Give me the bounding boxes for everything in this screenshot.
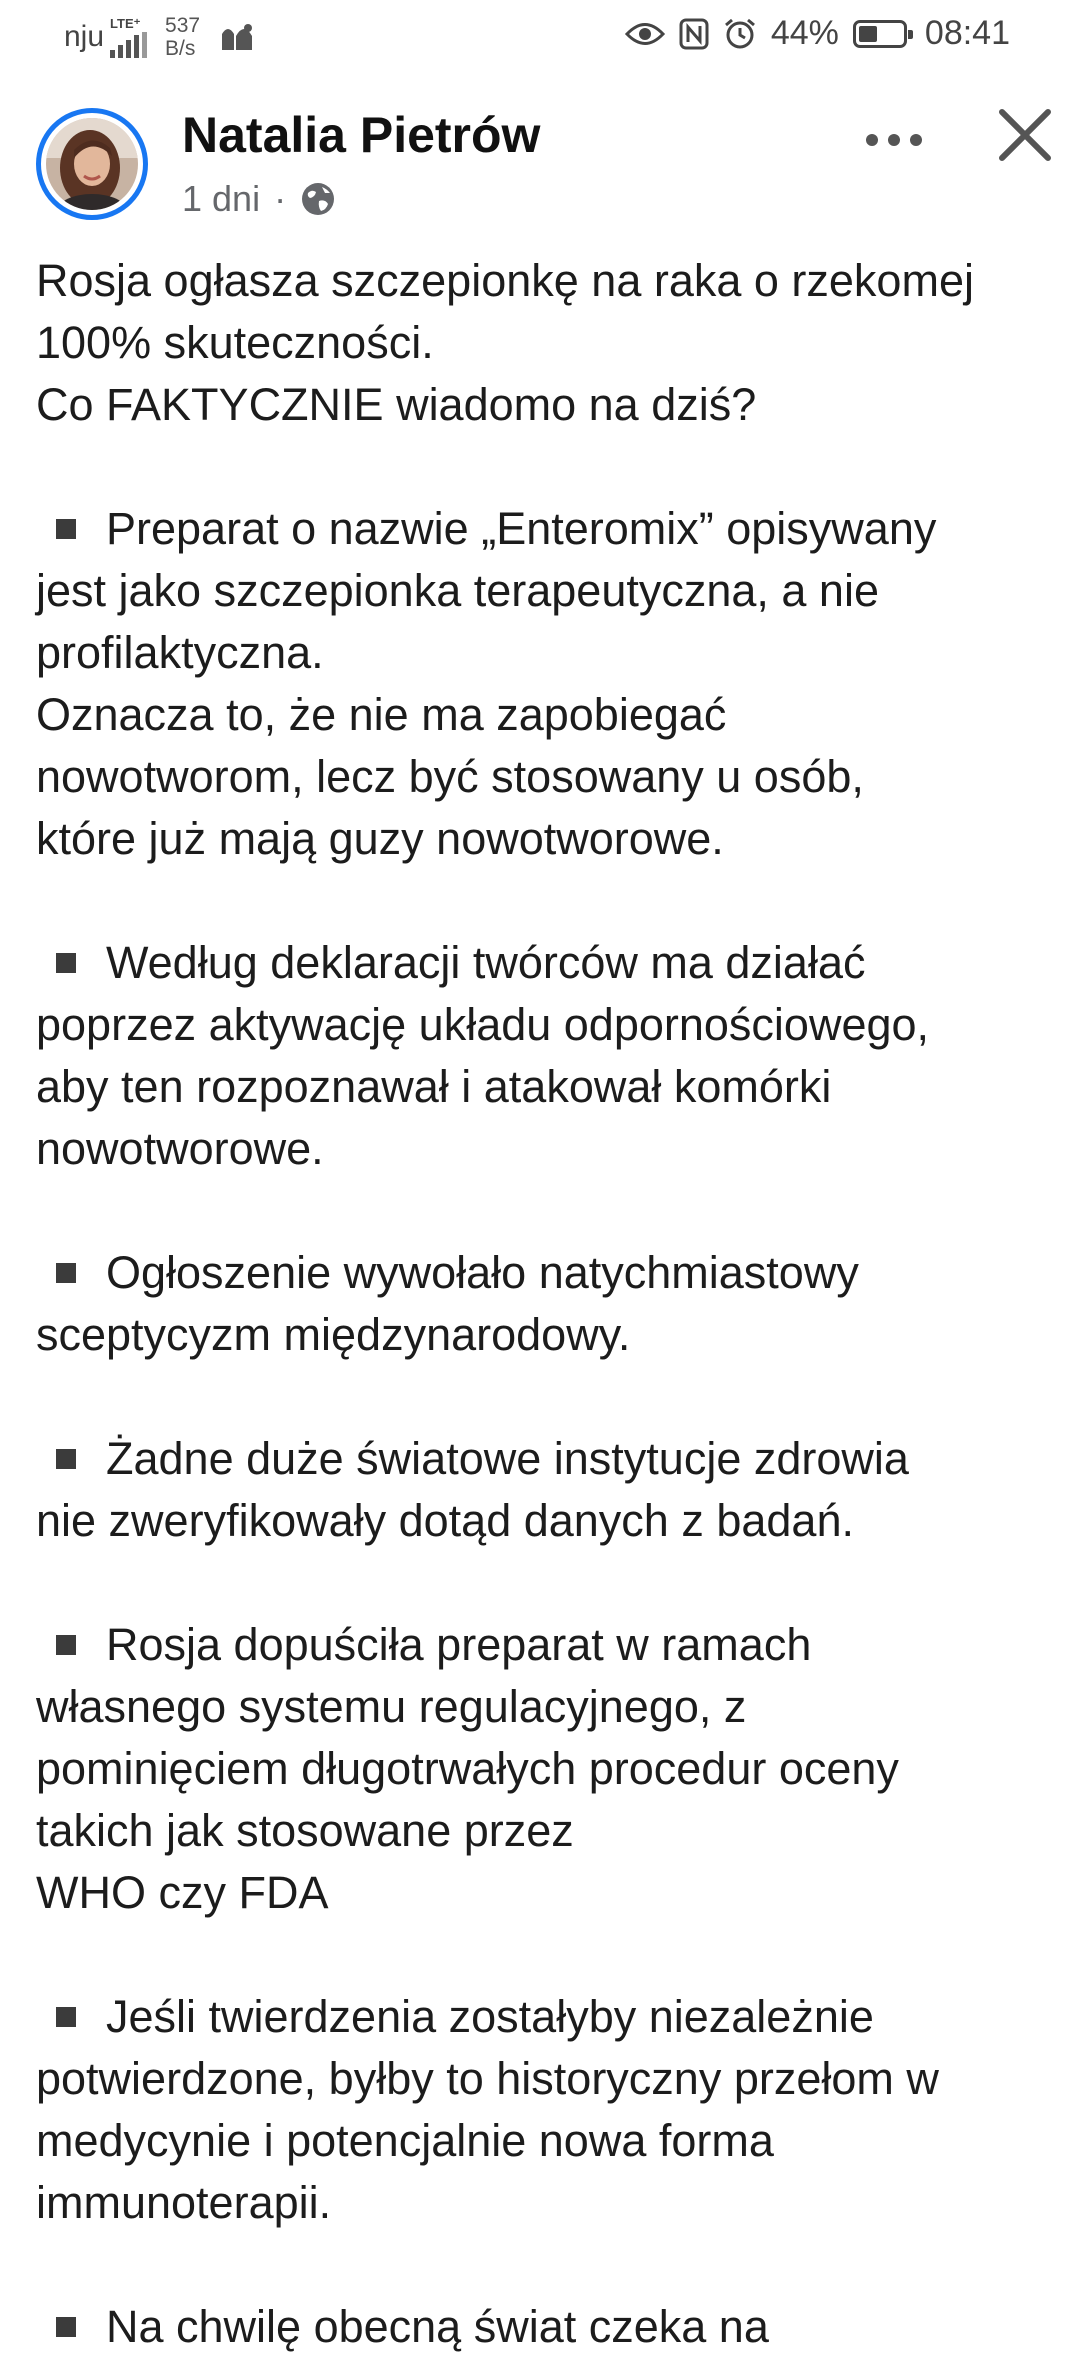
close-icon[interactable] (990, 100, 1060, 170)
bullet-line: profilaktyczna. (36, 627, 324, 678)
signal-bars-icon (110, 32, 147, 58)
bullet-text: Na chwilę obecną świat czeka na (106, 2301, 769, 2352)
bullet-first-line (36, 498, 1046, 560)
status-right (625, 14, 1010, 53)
paragraph-gap (36, 1552, 1046, 1614)
avatar-photo (46, 118, 138, 210)
eye-icon (625, 19, 665, 49)
meta-separator: · (274, 178, 287, 219)
notification-icons (218, 20, 262, 54)
bullet-line: medycynie i potencjalnie nowa forma (36, 2115, 774, 2166)
paragraph-gap (36, 1366, 1046, 1428)
battery-fill (859, 26, 877, 42)
bullet-text: Żadne duże światowe instytucje zdrowia (106, 1433, 909, 1484)
bullet-line: poprzez aktywację układu odpornościowego, (36, 999, 930, 1050)
profile-photo (46, 118, 138, 210)
paragraph-gap (36, 436, 1046, 498)
battery-percent: 44% (770, 14, 839, 52)
bullet-text: Jeśli twierdzenia zostałyby niezależnie (106, 1991, 874, 2042)
bullet-line: własnego systemu regulacyjnego, z (36, 1681, 747, 1732)
bullet-text: Preparat o nazwie „Enteromix” opisywany (106, 503, 937, 554)
nfc-icon (679, 18, 709, 50)
bullet-first-line (36, 1242, 1046, 1304)
intro-line: Rosja ogłasza szczepionkę na raka o rzekomej (36, 255, 974, 306)
bullet-line: aby ten rozpoznawał i atakował komórki (36, 1061, 832, 1112)
bullet-line: pominięciem długotrwałych procedur oceny (36, 1743, 899, 1794)
bullet-line: potwierdzone, byłby to historyczny przełom w (36, 2053, 939, 2104)
post-text (36, 250, 1046, 2358)
bullet-square-icon (56, 953, 76, 973)
bullet-text: Według deklaracji twórców ma działać (106, 937, 866, 988)
globe-icon (300, 181, 336, 217)
bullet-first-line (36, 1428, 1046, 1490)
speed-value: 537 (165, 14, 201, 37)
bullet-square-icon (56, 1635, 76, 1655)
bullet-line: które już mają guzy nowotworowe. (36, 813, 724, 864)
author-name[interactable]: Natalia Pietrów (182, 107, 541, 163)
status-bar (0, 0, 1080, 76)
bullet-square-icon (56, 1263, 76, 1283)
avatar[interactable] (36, 108, 148, 220)
bullet-square-icon (56, 2007, 76, 2027)
paragraph-gap (36, 870, 1046, 932)
bullet-line: WHO czy FDA (36, 1867, 329, 1918)
post-meta (182, 178, 336, 220)
paragraph-gap (36, 1180, 1046, 1242)
paragraph-gap (36, 2234, 1046, 2296)
bullet-first-line (36, 2296, 1046, 2358)
bullet-line: nie zweryfikowały dotąd danych z badań. (36, 1495, 854, 1546)
bullet-square-icon (56, 1449, 76, 1469)
intro-line: Co FAKTYCZNIE wiadomo na dziś? (36, 379, 757, 430)
bullet-first-line (36, 1986, 1046, 2048)
bullet-list (36, 436, 1046, 2358)
bullet-text: Ogłoszenie wywołało natychmiastowy (106, 1247, 859, 1298)
network-speed (165, 14, 200, 60)
bullet-line: Oznacza to, że nie ma zapobiegać (36, 689, 727, 740)
bullet-line: takich jak stosowane przez (36, 1805, 574, 1856)
alarm-icon (723, 17, 757, 51)
post-age[interactable]: 1 dni (182, 178, 261, 219)
clock: 08:41 (924, 14, 1010, 52)
paragraph-gap (36, 1924, 1046, 1986)
bullet-first-line (36, 932, 1046, 994)
carrier-name: nju (64, 20, 105, 53)
network-type: LTE⁺ (110, 15, 141, 31)
bullet-line: immunoterapii. (36, 2177, 332, 2228)
bullet-line: jest jako szczepionka terapeutyczna, a nie (36, 565, 879, 616)
speed-unit: B/s (165, 37, 196, 60)
post-header (0, 100, 1080, 240)
bullet-text: Rosja dopuściła preparat w ramach (106, 1619, 812, 1670)
more-options-icon[interactable] (862, 120, 926, 160)
status-left (64, 14, 262, 60)
battery-icon (853, 20, 907, 48)
bullet-line: sceptycyzm międzynarodowy. (36, 1309, 631, 1360)
bullet-first-line (36, 1614, 1046, 1676)
bullet-square-icon (56, 519, 76, 539)
bullet-square-icon (56, 2317, 76, 2337)
bullet-line: nowotworom, lecz być stosowany u osób, (36, 751, 864, 802)
signal-indicator (110, 17, 147, 58)
bullet-line: nowotworowe. (36, 1123, 324, 1174)
intro-line: 100% skuteczności. (36, 317, 434, 368)
